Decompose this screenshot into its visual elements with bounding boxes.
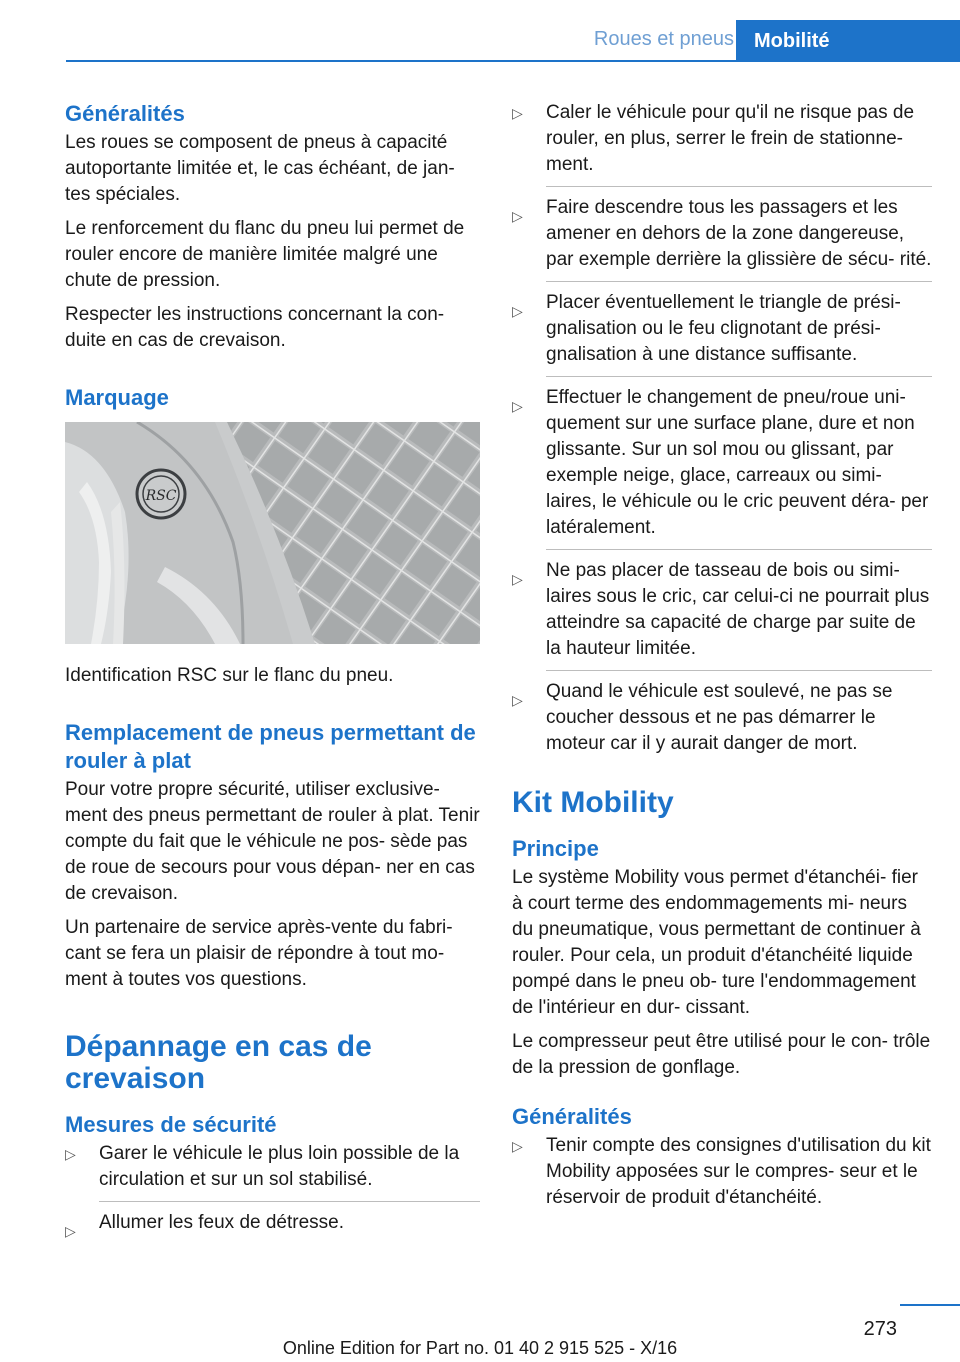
header-chapter-tab[interactable]: Mobilité xyxy=(736,20,960,62)
edition-footer: Online Edition for Part no. 01 40 2 915 525 - X/16 xyxy=(282,1338,678,1358)
remplacement-paragraph-2: Un partenaire de service après-vente du fabri‐ cant se fera un plaisir de répondre à tout mo‐ ment à toutes vos questions. xyxy=(65,917,453,990)
page-number: 273 xyxy=(863,1318,897,1340)
list-item: ▷ Caler le véhicule pour qu'il ne risque pas de rouler, en plus, serrer le frein de stationne‐ ment. xyxy=(512,102,915,175)
kit-mobility-heading: Kit Mobility xyxy=(512,786,674,819)
marquage-heading: Marquage xyxy=(65,385,169,410)
remplacement-heading: Remplacement de pneus permettant de rouler à plat xyxy=(65,720,476,773)
list-item: ▷ Placer éventuellement le triangle de prési‐ gnalisation ou le feu clignotant de prési‐ gnalisation à une distance suffisante. xyxy=(512,281,932,368)
principe-paragraph-2: Le compresseur peut être utilisé pour le con‐ trôle de la pression de gonflage. xyxy=(512,1031,931,1078)
principe-paragraph-1: Le système Mobility vous permet d'étanchéi‐ fier à court terme des endommagements mi‐ neurs du pneumatique, vous permettant de continuer à rouler. Pour cela, un produit d'étanchéité liquide pompé dans le pneu ob‐ ture l'endommagement de l'intérieur en dur‐ cissant. xyxy=(512,867,921,1018)
right-column xyxy=(512,100,932,1211)
mesures-heading: Mesures de sécurité xyxy=(65,1112,277,1137)
bullet-triangle-icon: ▷ xyxy=(512,208,523,224)
header-section-tab[interactable]: Roues et pneus xyxy=(593,28,734,50)
mesures-list-left xyxy=(65,1141,480,1239)
generalites-paragraph-2: Le renforcement du flanc du pneu lui permet de rouler encore de manière limitée malgré une chute de pression. xyxy=(65,218,465,291)
generalites-kit-list xyxy=(512,1133,932,1211)
bullet-triangle-icon: ▷ xyxy=(65,1223,76,1239)
footer-rule xyxy=(900,1304,960,1306)
list-item: ▷ Faire descendre tous les passagers et les amener en dehors de la zone dangereuse, par exemple derrière la glissière de sécu‐ rité. xyxy=(512,186,932,273)
generalites-paragraph-3: Respecter les instructions concernant la con‐ duite en cas de crevaison. xyxy=(65,304,445,351)
depannage-heading: Dépannage en cas de crevaison xyxy=(65,1030,372,1095)
generalites-heading: Généralités xyxy=(65,101,185,126)
principe-heading: Principe xyxy=(512,836,599,861)
generalites-kit-heading: Généralités xyxy=(512,1104,632,1129)
bullet-triangle-icon: ▷ xyxy=(512,692,523,708)
mesures-list-right xyxy=(512,100,932,757)
remplacement-paragraph-1: Pour votre propre sécurité, utiliser exclusive‐ ment des pneus permettant de rouler à plat. Tenir compte du fait que le véhicule ne pos‐ sède pas de roue de secours pour vous dépan‐ ner en cas de crevaison. xyxy=(65,779,480,904)
image-caption: Identification RSC sur le flanc du pneu. xyxy=(65,665,394,686)
rsc-logo-text: RSC xyxy=(145,488,177,504)
bullet-triangle-icon: ▷ xyxy=(512,1138,523,1154)
list-item: ▷ Garer le véhicule le plus loin possible de la circulation et sur un sol stabilisé. xyxy=(65,1143,460,1190)
left-column xyxy=(65,100,480,1239)
tire-rsc-illustration xyxy=(65,422,480,644)
list-item: ▷ Ne pas placer de tasseau de bois ou simi‐ laires sous le cric, car celui-ci ne pourrait plus atteindre sa capacité de charge par suite de la hauteur limitée. xyxy=(512,549,932,662)
bullet-triangle-icon: ▷ xyxy=(512,571,523,587)
bullet-triangle-icon: ▷ xyxy=(512,303,523,319)
bullet-triangle-icon: ▷ xyxy=(512,105,523,121)
bullet-triangle-icon: ▷ xyxy=(65,1146,76,1162)
generalites-paragraph-1: Les roues se composent de pneus à capacité autoportante limitée et, le cas échéant, de jan‐ tes spéciales. xyxy=(65,132,455,205)
list-item: ▷ Allumer les feux de détresse. xyxy=(65,1201,480,1236)
list-item: ▷ Quand le véhicule est soulevé, ne pas se coucher dessous et ne pas démarrer le moteur car il y aurait danger de mort. xyxy=(512,670,932,757)
list-item: ▷ Tenir compte des consignes d'utilisation du kit Mobility apposées sur le compres‐ seur et le réservoir de produit d'étanchéité. xyxy=(512,1135,931,1208)
bullet-triangle-icon: ▷ xyxy=(512,398,523,414)
list-item: ▷ Effectuer le changement de pneu/roue uni‐ quement sur une surface plane, dure et non glissante. Sur un sol mou ou glissant, par exemple neige, glace, carreaux ou simi‐ laires, le véhicule ou le cric peuvent déra‐ per latéralement. xyxy=(512,376,932,541)
